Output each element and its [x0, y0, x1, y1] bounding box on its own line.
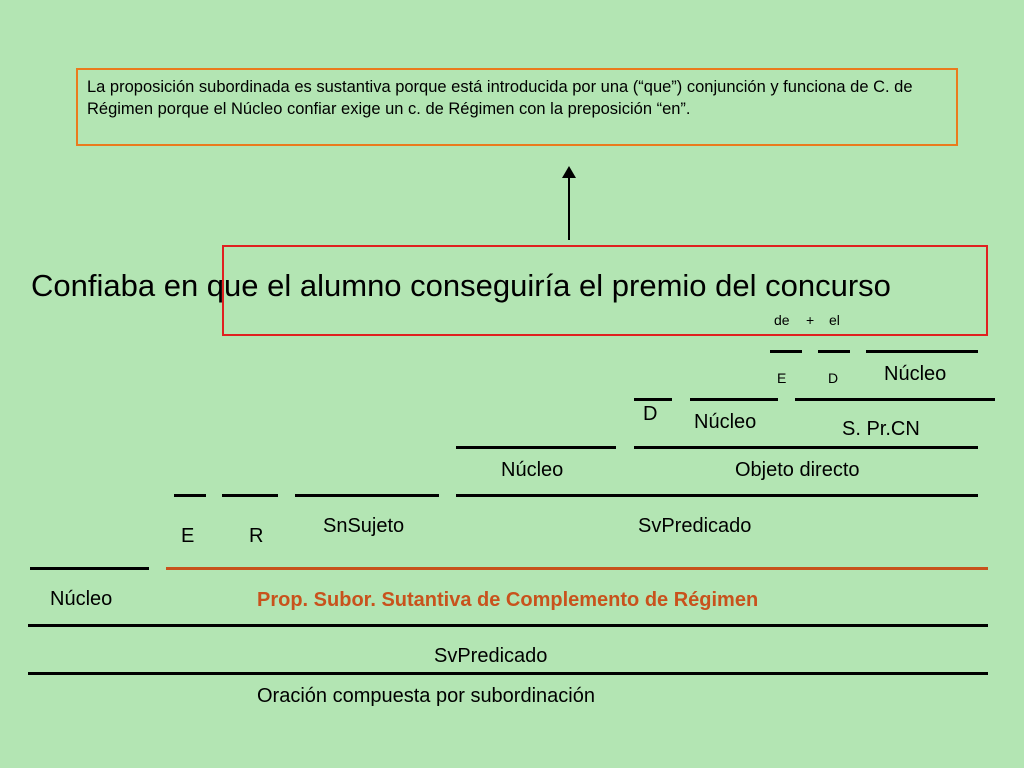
- analyzed-sentence: Confiaba en que el alumno conseguiría el premio del concurso: [31, 268, 891, 303]
- arrow-up-icon: [562, 166, 576, 178]
- line-nucleo-premio: [690, 398, 778, 401]
- explanation-box: [76, 68, 958, 146]
- label-d-premio: D: [643, 403, 658, 425]
- label-e-en: E: [181, 525, 195, 547]
- label-objeto-directo: Objeto directo: [735, 459, 860, 481]
- label-e-small: E: [777, 370, 787, 386]
- line-e-en: [174, 494, 206, 497]
- line-d-premio: [634, 398, 672, 401]
- label-nucleo-concurso: Núcleo: [884, 363, 947, 385]
- line-nucleo-verb: [456, 446, 616, 449]
- label-oracion: Oración compuesta por subordinación: [257, 685, 595, 707]
- line-e-small: [770, 350, 802, 353]
- contraction-de: de: [774, 312, 790, 328]
- label-sn-sujeto: SnSujeto: [323, 515, 405, 537]
- line-sv-predicado-main: [28, 624, 988, 627]
- line-prop-subor: [166, 567, 988, 570]
- contraction-el: el: [829, 312, 840, 328]
- line-r-que: [222, 494, 278, 497]
- label-prop-subor: Prop. Subor. Sutantiva de Complemento de Régimen: [257, 589, 759, 611]
- line-nucleo-main: [30, 567, 149, 570]
- line-objeto-directo: [634, 446, 978, 449]
- label-r-que: R: [249, 525, 264, 547]
- label-nucleo-premio: Núcleo: [694, 411, 757, 433]
- label-nucleo-verb: Núcleo: [501, 459, 564, 481]
- label-sv-predicado-sub: SvPredicado: [638, 515, 752, 537]
- label-sv-predicado-main: SvPredicado: [434, 645, 548, 667]
- line-d-small: [818, 350, 850, 353]
- contraction-plus: +: [806, 312, 815, 328]
- label-spr-cn: S. Pr.CN: [842, 418, 920, 440]
- arrow-shaft: [568, 176, 570, 240]
- line-sn-sujeto: [295, 494, 439, 497]
- line-oracion: [28, 672, 988, 675]
- explanation-text: La proposición subordinada es sustantiva porque está introducida por una (“que”) conjunción y funciona de C. de Régimen porque el Núcleo confiar exige un c. de Régimen con la preposición “en”.: [87, 78, 913, 118]
- line-spr-cn: [795, 398, 995, 401]
- line-nucleo-concurso: [866, 350, 978, 353]
- label-nucleo-main: Núcleo: [50, 588, 113, 610]
- label-d-small: D: [828, 370, 839, 386]
- line-sv-predicado-sub: [456, 494, 978, 497]
